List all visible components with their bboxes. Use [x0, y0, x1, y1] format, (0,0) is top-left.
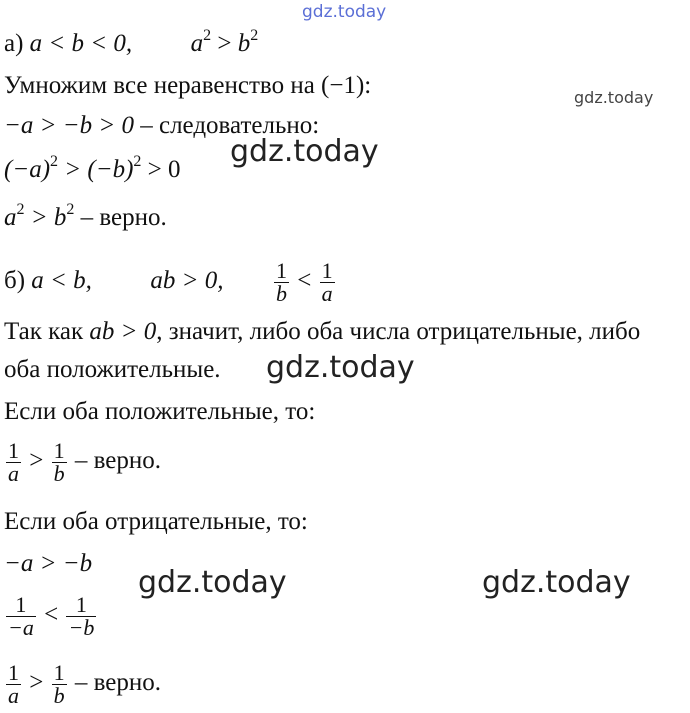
a-sq-gt: > — [211, 30, 238, 57]
fraction-1-over-neg-b: $\frac{1}{-b}$ — [68, 591, 95, 640]
watermark-top: gdz.today — [302, 2, 387, 22]
negated-ineq: −a > −b > 0 — [4, 112, 134, 139]
result-a-exp2: 2 — [66, 201, 75, 218]
since-start: Так как — [4, 318, 90, 345]
sq-left: (−a) — [4, 156, 51, 183]
pos-verno: – верно. — [74, 447, 161, 474]
part-a-condition — [4, 27, 259, 58]
part-b-label: б) — [4, 267, 26, 294]
part-b-lt: < — [297, 267, 312, 294]
negative-fraction-line — [4, 590, 98, 640]
pos-gt: > — [29, 447, 44, 474]
sq-left-exp: 2 — [50, 153, 59, 170]
if-positive-line: Если оба положительные, то: — [4, 398, 316, 425]
fraction-1-over-a-pos: $\frac{1}{a}$ — [8, 437, 19, 486]
negative-ineq-line: −a > −b — [4, 550, 93, 577]
watermark-small: gdz.today — [574, 88, 654, 107]
since-line — [4, 318, 640, 346]
fraction-1-over-b-neg: $\frac{1}{b}$ — [53, 659, 65, 708]
fraction-1-over-a-neg: $\frac{1}{a}$ — [8, 659, 19, 708]
b-sq-base: b — [237, 30, 251, 57]
sq-end: > 0 — [141, 156, 181, 183]
sq-mid: > (−b) — [58, 156, 134, 183]
neg-gt: > — [29, 669, 44, 696]
negated-rest: – следовательно: — [133, 112, 320, 139]
result-a-base: a — [4, 204, 17, 231]
result-a-mid: > b — [24, 204, 67, 231]
result-a-exp: 2 — [16, 201, 25, 218]
part-b-cond2: ab > 0, — [150, 267, 224, 294]
fraction-1-over-a: $\frac{1}{a}$ — [321, 257, 333, 306]
a-sq-base: a — [190, 30, 204, 57]
negative-result-line — [4, 658, 161, 708]
squared-line — [4, 153, 181, 184]
watermark-large-1: gdz.today — [230, 134, 379, 169]
since-ab: ab > 0 — [89, 318, 157, 345]
since-line-2: оба положительные. — [4, 356, 221, 383]
neg-verno: – верно. — [74, 669, 161, 696]
multiply-line: Умножим все неравенство на (−1): — [4, 72, 372, 99]
fraction-1-over-b: $\frac{1}{b}$ — [276, 257, 288, 306]
part-b-cond1: a < b, — [31, 267, 92, 294]
watermark-large-2: gdz.today — [266, 350, 415, 385]
watermark-large-3: gdz.today — [138, 565, 287, 600]
positive-result-line — [4, 436, 161, 486]
part-b-condition — [4, 256, 337, 306]
negated-line — [4, 112, 319, 140]
b-sq-exp: 2 — [250, 27, 259, 44]
a-sq-exp: 2 — [203, 27, 212, 44]
part-a-label: а) — [4, 30, 24, 57]
result-a-verno: – верно. — [74, 204, 167, 231]
result-a-line — [4, 201, 167, 232]
part-a-cond: a < b < 0, — [29, 30, 133, 57]
sq-mid-exp: 2 — [133, 153, 142, 170]
if-negative-line: Если оба отрицательные, то: — [4, 508, 308, 535]
since-rest: , значит, либо оба числа отрицательные, либо — [156, 318, 641, 345]
neg-lt: < — [44, 601, 59, 628]
fraction-1-over-neg-a: $\frac{1}{-a}$ — [8, 591, 34, 640]
fraction-1-over-b-pos: $\frac{1}{b}$ — [53, 437, 65, 486]
watermark-large-4: gdz.today — [482, 565, 631, 600]
